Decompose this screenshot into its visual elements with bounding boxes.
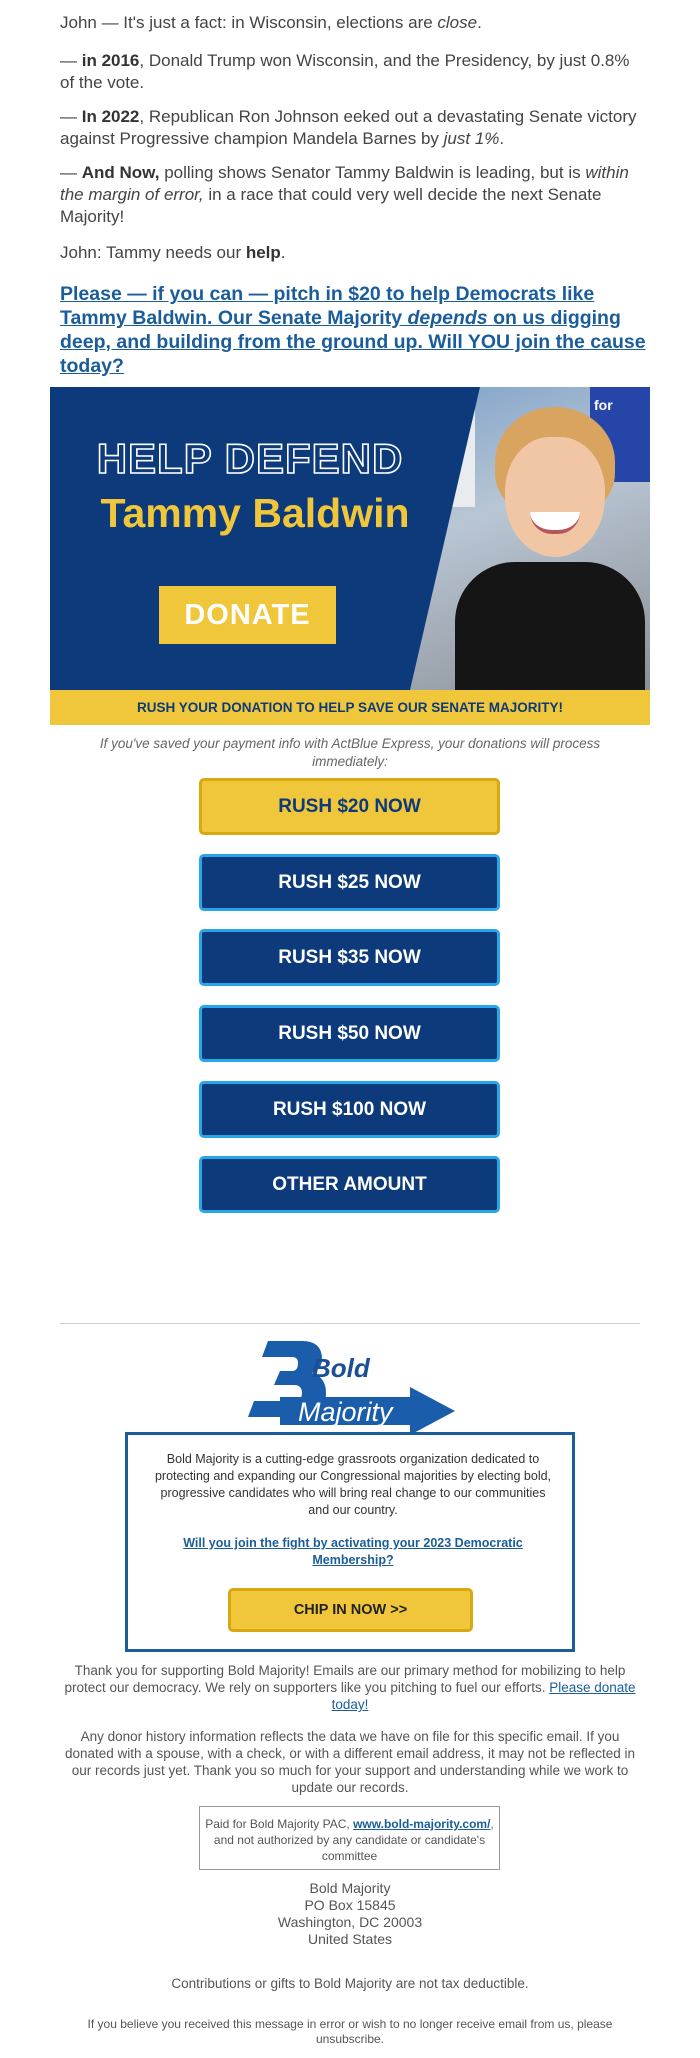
section-divider <box>60 1323 640 1324</box>
hero-diagonal <box>50 387 650 690</box>
thanks-paragraph: Thank you for supporting Bold Majority! Emails are our primary method for mobilizing to help protect our democracy. We rely on supporters like you pitching to fuel our efforts. Please donate today! <box>64 1663 636 1712</box>
logo-word-majority: Majority <box>298 1397 393 1427</box>
rush-100-button[interactable]: RUSH $100 NOW <box>199 1081 500 1138</box>
donate-cta-link[interactable]: Please — if you can — pitch in $20 to help Democrats like Tammy Baldwin. Our Senate Majority depends on us digging deep, and building from the ground up. Will YOU join the cause today? <box>60 283 646 377</box>
actblue-express-note: If you've saved your payment info with ActBlue Express, your donations will process immediately: <box>99 736 601 769</box>
rush-25-button[interactable]: RUSH $25 NOW <box>199 854 500 911</box>
unsubscribe-notice[interactable]: If you believe you received this message in error or wish to no longer receive email from us, please unsubscribe. <box>87 2017 613 2046</box>
hero-title-name: Tammy Baldwin <box>100 490 410 536</box>
rush-50-button[interactable]: RUSH $50 NOW <box>199 1005 500 1062</box>
paragraph-2016: — in 2016, Donald Trump won Wisconsin, and the Presidency, by just 0.8% of the vote. <box>60 51 630 92</box>
about-text: Bold Majority is a cutting-edge grassroots organization dedicated to protecting and expanding our Congressional majorities by electing bold, progressive candidates who will bring real change to our communities and our country. <box>154 1452 552 1517</box>
website-link[interactable]: www.bold-majority.com/ <box>353 1817 491 1831</box>
tax-notice: Contributions or gifts to Bold Majority are not tax deductible. <box>171 1976 529 1991</box>
hero-banner[interactable] <box>50 387 650 690</box>
chip-in-button[interactable]: CHIP IN NOW >> <box>228 1588 473 1632</box>
hero-donate-button[interactable]: DONATE <box>159 586 336 644</box>
about-box <box>125 1432 575 1652</box>
intro-paragraph: John — It's just a fact: in Wisconsin, elections are close. <box>60 13 482 32</box>
paid-for-disclaimer: Paid for Bold Majority PAC, www.bold-majority.com/, and not authorized by any candidate or candidate's committee <box>199 1806 500 1870</box>
logo-word-bold: Bold <box>312 1353 370 1383</box>
mailing-address: Bold Majority PO Box 15845 Washington, DC 20003 United States <box>277 1880 423 1947</box>
other-amount-button[interactable]: OTHER AMOUNT <box>199 1156 500 1213</box>
hero-title-help-defend: HELP DEFEND <box>96 435 404 482</box>
donor-history-paragraph: Any donor history information reflects the data we have on file for this specific email. If you donated with a spouse, with a check, or with a different email address, it may not be reflected in our records just yet. Thank you so much for your support and understanding while we work to update our records. <box>64 1729 636 1795</box>
membership-link[interactable]: Will you join the fight by activating your 2023 Democratic Membership? <box>183 1536 523 1567</box>
hero-navy-panel <box>50 387 480 690</box>
rally-sign-right: for <box>590 387 650 482</box>
paragraph-now: — And Now, polling shows Senator Tammy Baldwin is leading, but is within the margin of error, in a race that could very well decide the next Senate Majority! <box>60 163 629 226</box>
paragraph-2022: — In 2022, Republican Ron Johnson eeked out a devastating Senate victory against Progressive champion Mandela Barnes by just 1%. <box>60 107 637 148</box>
rush-20-button[interactable]: RUSH $20 NOW <box>199 778 500 835</box>
paragraph-help: John: Tammy needs our help. <box>60 243 286 262</box>
hero-rush-bar[interactable]: RUSH YOUR DONATION TO HELP SAVE OUR SENATE MAJORITY! <box>50 690 650 725</box>
donate-today-link[interactable]: Please donate today! <box>331 1680 636 1712</box>
rush-35-button[interactable]: RUSH $35 NOW <box>199 929 500 986</box>
bold-majority-logo <box>240 1335 460 1435</box>
